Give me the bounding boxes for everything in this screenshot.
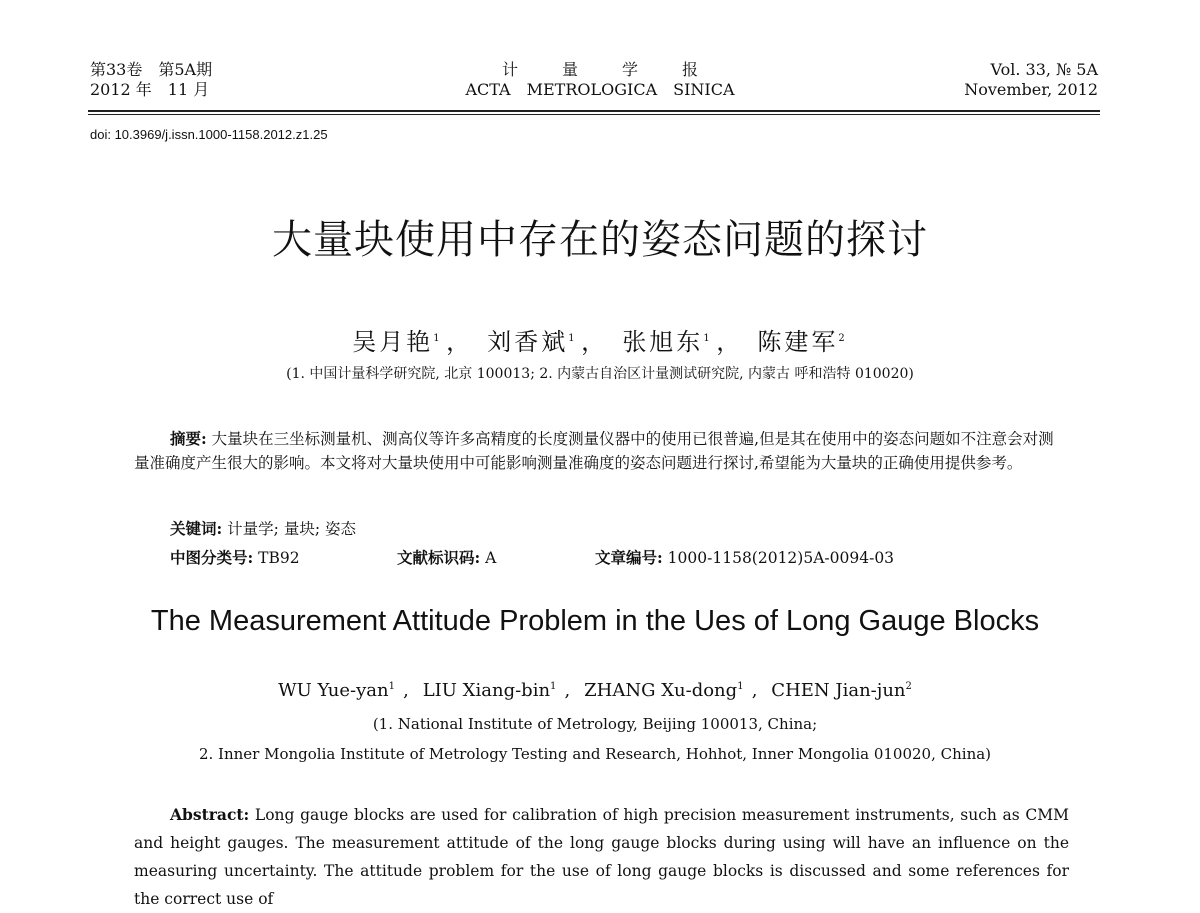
volume-issue: 第33卷 第5A期 bbox=[90, 60, 213, 79]
issue-date-en: November, 2012 bbox=[964, 80, 1098, 99]
journal-name-cn: 计量学报 bbox=[501, 60, 742, 79]
abstract-en-label: Abstract: bbox=[170, 805, 250, 824]
authors-en: WU Yue-yan$^1$ , LIU Xiang-bin$^1$ , ZHANG Xu-dong$^1$ , CHEN Jian-jun$^2$ bbox=[278, 680, 912, 701]
abstract-cn-text: 大量块在三坐标测量机、测高仪等许多高精度的长度测量仪器中的使用已很普遍,但是其在使用中的姿态问题如不注意会对测量准确度产生很大的影响。本文将对大量块使用中可能影响测量准确度的姿态问题进行探讨,希望能为大量块的正确使用提供参考。 bbox=[134, 430, 1054, 472]
keywords-cn bbox=[170, 517, 356, 539]
author-cn: 陈建军$^2$ bbox=[757, 328, 848, 356]
author-en: WU Yue-yan$^1$ bbox=[278, 680, 395, 701]
author-en: ZHANG Xu-dong$^1$ bbox=[584, 680, 744, 701]
document-code: 文献标识码: A bbox=[397, 548, 497, 567]
header-rule-thick bbox=[88, 110, 1100, 112]
abstract-cn bbox=[134, 427, 1069, 475]
keywords-label: 关键词: bbox=[170, 519, 223, 538]
author-cn: 刘香斌$^1$ bbox=[487, 328, 578, 356]
author-cn: 张旭东$^1$ bbox=[622, 328, 713, 356]
classification-line bbox=[170, 546, 894, 568]
keywords-text: 计量学; 量块; 姿态 bbox=[227, 520, 356, 538]
abstract-en-text: Long gauge blocks are used for calibration of high precision measurement instruments, such as CMM and height gauges. The measurement attitude of the long gauge blocks during using will have an influence on the measuring uncertainty. The attitude problem for the use of long gauge blocks is discussed and some references for the correct use of bbox=[134, 806, 1069, 908]
author-en: LIU Xiang-bin$^1$ bbox=[422, 680, 557, 701]
abstract-cn-label: 摘要: bbox=[170, 429, 207, 448]
abstract-en bbox=[134, 801, 1069, 913]
authors-cn: 吴月艳$^1$ ， 刘香斌$^1$ ， 张旭东$^1$ ， 陈建军$^2$ bbox=[352, 328, 848, 356]
affiliation-en-1: (1. National Institute of Metrology, Beijing 100013, China; bbox=[372, 715, 818, 733]
title-cn: 大量块使用中存在的姿态问题的探讨 bbox=[272, 217, 928, 263]
affiliations-cn: (1. 中国计量科学研究院, 北京 100013; 2. 内蒙古自治区计量测试研究院, 内蒙古 呼和浩特 010020) bbox=[286, 366, 914, 382]
journal-volume-info-en bbox=[964, 60, 1098, 100]
clc-number: 中图分类号: TB92 bbox=[170, 548, 300, 567]
journal-name-en: ACTA METROLOGICA SINICA bbox=[465, 80, 735, 99]
author-en: CHEN Jian-jun$^2$ bbox=[771, 680, 912, 701]
issue-date-cn: 2012 年 11 月 bbox=[90, 80, 210, 99]
volume-issue-en: Vol. 33, № 5A bbox=[990, 60, 1098, 79]
doi: doi: 10.3969/j.issn.1000-1158.2012.z1.25 bbox=[90, 127, 328, 142]
title-en: The Measurement Attitude Problem in the Ues of Long Gauge Blocks bbox=[150, 605, 1040, 637]
affiliation-en-2: 2. Inner Mongolia Institute of Metrology Testing and Research, Hohhot, Inner Mongolia 010020, China) bbox=[198, 745, 992, 763]
header-rule-thin bbox=[88, 114, 1100, 115]
author-cn: 吴月艳$^1$ bbox=[352, 328, 443, 356]
article-number: 文章编号: 1000-1158(2012)5A-0094-03 bbox=[595, 548, 895, 567]
